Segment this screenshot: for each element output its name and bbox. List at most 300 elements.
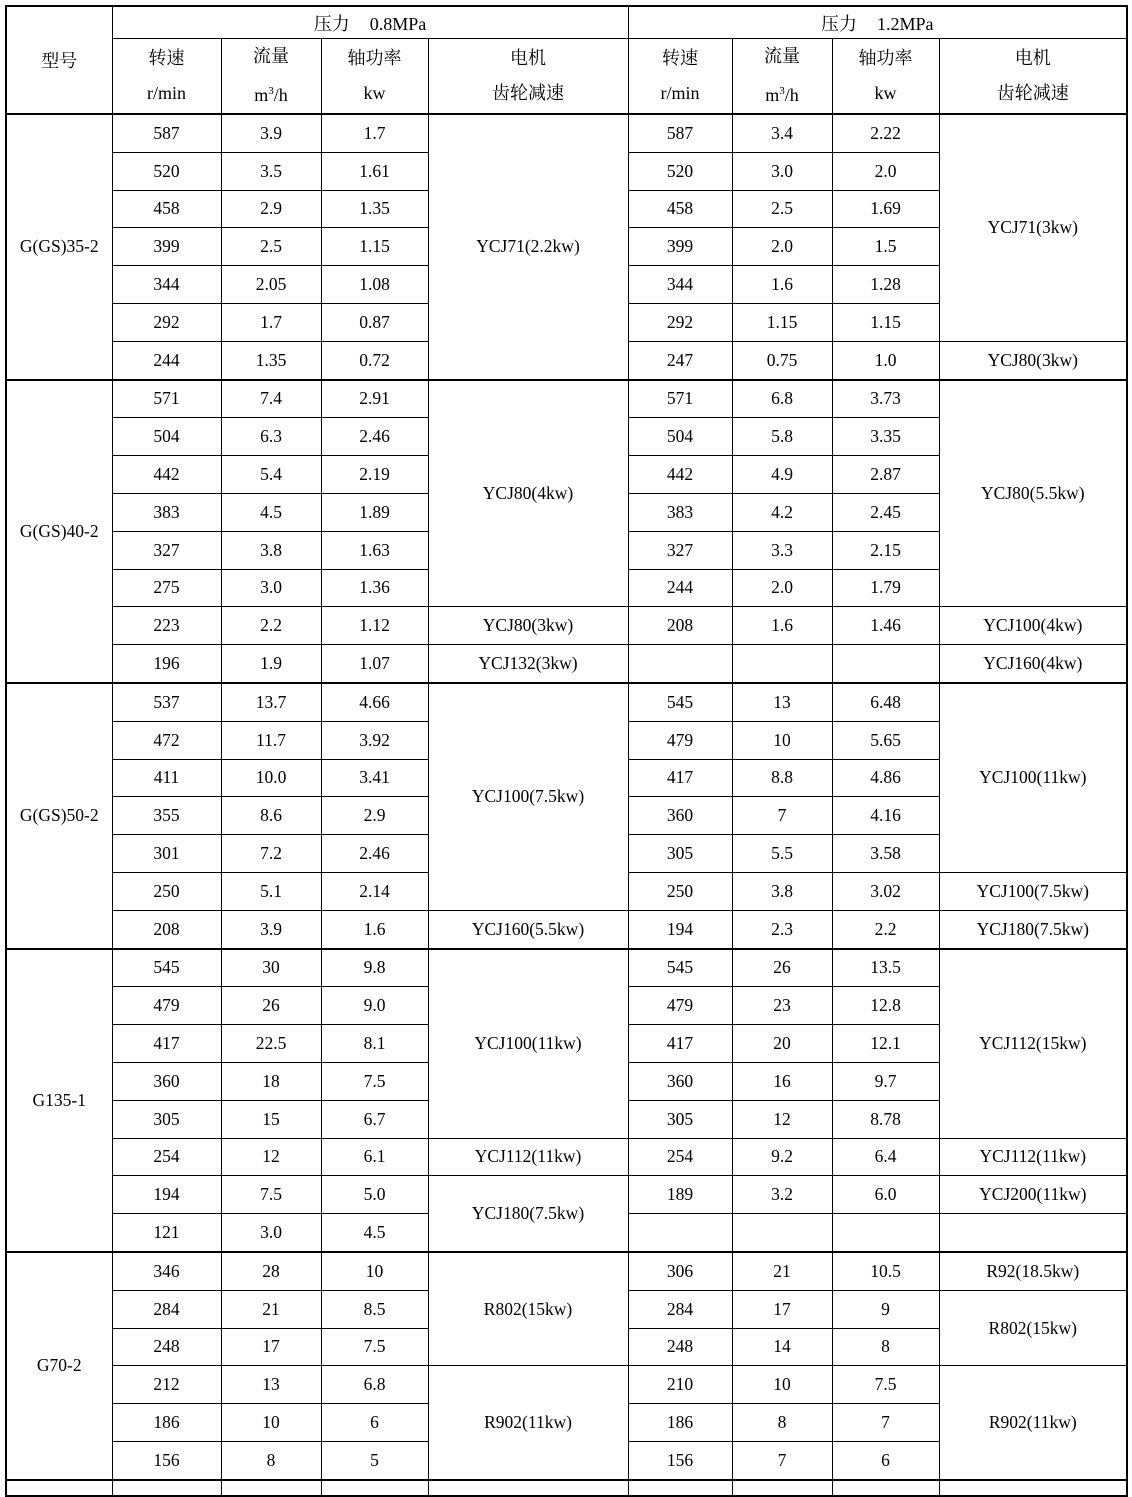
left-power-cell: 6.1 [321,1138,428,1176]
right-power-cell: 7.5 [832,1366,939,1404]
left-speed-cell: 383 [112,493,221,531]
right-power-cell: 1.0 [832,341,939,379]
right-speed-cell: 186 [628,1404,732,1442]
right-flow-cell: 8 [732,1404,832,1442]
right-flow-cell: 23 [732,987,832,1025]
left-flow-cell: 30 [221,949,321,987]
left-flow-cell: 4.5 [221,493,321,531]
right-motor-cell: R92(18.5kw) [939,1252,1127,1290]
left-speed-cell: 305 [112,1100,221,1138]
left-motor-cell: YCJ132(3kw) [428,645,628,683]
left-flow-cell: 2.2 [221,607,321,645]
left-speed-cell: 156 [112,1441,221,1479]
right-flow-cell: 26 [732,949,832,987]
right-flow-cell [732,1214,832,1252]
cutoff-cell [221,1480,321,1496]
right-flow-cell: 16 [732,1062,832,1100]
left-power-cell: 5 [321,1441,428,1479]
right-power-cell: 6.0 [832,1176,939,1214]
right-power-cell: 3.58 [832,835,939,873]
model-cell: G(GS)50-2 [6,683,112,949]
right-motor-cell: YCJ160(4kw) [939,645,1127,683]
right-power-cell: 1.69 [832,190,939,228]
left-flow-cell: 12 [221,1138,321,1176]
table-body [6,114,1127,1496]
right-speed-cell: 292 [628,303,732,341]
right-power-cell: 1.28 [832,266,939,304]
pressure-label: 压力 [821,13,858,34]
right-power-cell: 2.87 [832,456,939,494]
left-power-cell: 1.63 [321,531,428,569]
right-speed-cell: 244 [628,569,732,607]
right-motor-cell: YCJ112(11kw) [939,1138,1127,1176]
right-speed-cell: 479 [628,721,732,759]
left-power-cell: 6 [321,1404,428,1442]
right-power-cell: 12.8 [832,987,939,1025]
right-speed-cell: 442 [628,456,732,494]
pressure-label: 压力 [313,13,350,34]
pressure-header-row [6,6,1127,39]
left-motor-cell: YCJ160(5.5kw) [428,910,628,948]
left-power-cell: 0.87 [321,303,428,341]
right-flow-cell: 2.3 [732,910,832,948]
left-speed-cell: 327 [112,531,221,569]
left-speed-cell: 121 [112,1214,221,1252]
right-speed-cell: 399 [628,228,732,266]
left-speed-cell: 248 [112,1328,221,1366]
right-speed-cell: 587 [628,114,732,152]
left-flow-cell: 7.2 [221,835,321,873]
right-flow-cell: 20 [732,1025,832,1063]
left-power-cell: 1.7 [321,114,428,152]
left-speed-cell: 208 [112,910,221,948]
left-power-cell: 1.15 [321,228,428,266]
flow-unit-rest: /h [784,85,799,105]
right-power-cell: 4.86 [832,759,939,797]
right-motor-cell: YCJ200(11kw) [939,1176,1127,1214]
left-flow-cell: 7.5 [221,1176,321,1214]
cutoff-cell [732,1480,832,1496]
right-speed-cell: 360 [628,797,732,835]
spec-row [6,1366,1127,1404]
right-speed-cell: 306 [628,1252,732,1290]
left-speed-cell: 399 [112,228,221,266]
left-flow-cell: 3.8 [221,531,321,569]
left-power-cell: 9.0 [321,987,428,1025]
left-flow-cell: 8.6 [221,797,321,835]
right-flow-cell: 2.0 [732,569,832,607]
right-power-cell: 13.5 [832,949,939,987]
flow-unit-sup: 3 [268,85,274,97]
right-power-cell: 2.15 [832,531,939,569]
cutoff-cell [112,1480,221,1496]
column-header-row [6,39,1127,115]
right-flow-cell: 12 [732,1100,832,1138]
left-power-cell: 9.8 [321,949,428,987]
flow-unit-rest: /h [273,85,288,105]
left-motor-cell: YCJ180(7.5kw) [428,1176,628,1252]
right-motor-cell: YCJ100(4kw) [939,607,1127,645]
flow-name: 流量 [764,46,801,66]
right-speed-cell: 189 [628,1176,732,1214]
right-flow-cell: 1.15 [732,303,832,341]
left-speed-cell: 223 [112,607,221,645]
right-speed-cell: 254 [628,1138,732,1176]
right-flow-cell: 3.0 [732,152,832,190]
pressure-group-08mpa-header [112,6,628,39]
left-speed-cell: 254 [112,1138,221,1176]
cutoff-cell [628,1480,732,1496]
left-power-cell: 6.7 [321,1100,428,1138]
right-flow-cell: 10 [732,1366,832,1404]
model-cell: G(GS)35-2 [6,114,112,380]
left-power-cell: 2.9 [321,797,428,835]
cutoff-row [6,1480,1127,1496]
right-motor-cell: YCJ100(7.5kw) [939,872,1127,910]
left-speed-cell: 504 [112,418,221,456]
right-speed-cell: 284 [628,1290,732,1328]
left-flow-cell: 3.5 [221,152,321,190]
right-motor-cell [939,1214,1127,1252]
left-speed-cell: 458 [112,190,221,228]
left-flow-cell: 2.9 [221,190,321,228]
cutoff-cell [939,1480,1127,1496]
power-name: 轴功率 [858,48,913,68]
right-power-cell: 2.45 [832,493,939,531]
left-power-cell: 2.46 [321,835,428,873]
left-motor-cell: R902(11kw) [428,1366,628,1480]
right-power-cell: 2.2 [832,910,939,948]
left-power-cell: 1.6 [321,910,428,948]
right-flow-cell: 8.8 [732,759,832,797]
right-flow-cell: 5.5 [732,835,832,873]
right-flow-cell: 21 [732,1252,832,1290]
flow-unit-sup: 3 [779,85,785,97]
cutoff-cell [6,1480,112,1496]
left-flow-cell: 7.4 [221,380,321,418]
right-speed-cell: 417 [628,1025,732,1063]
left-flow-cell: 3.0 [221,569,321,607]
left-flow-cell: 18 [221,1062,321,1100]
right-speed-cell: 305 [628,1100,732,1138]
left-power-cell: 7.5 [321,1062,428,1100]
right-power-cell: 7 [832,1404,939,1442]
right-flow-cell: 1.6 [732,607,832,645]
right-motor-cell: YCJ112(15kw) [939,949,1127,1138]
right-power-cell: 9.7 [832,1062,939,1100]
speed-unit: r/min [147,83,186,103]
right-flow-cell: 17 [732,1290,832,1328]
right-flow-cell: 7 [732,1441,832,1479]
motor-name: 电机 [1014,48,1051,68]
left-speed-cell: 194 [112,1176,221,1214]
right-power-cell: 5.65 [832,721,939,759]
left-power-cell: 2.14 [321,872,428,910]
right-power-cell: 2.22 [832,114,939,152]
spec-row [6,949,1127,987]
left-power-cell: 1.36 [321,569,428,607]
left-power-cell: 2.19 [321,456,428,494]
left-speed-cell: 344 [112,266,221,304]
spec-row [6,645,1127,683]
left-speed-cell: 479 [112,987,221,1025]
right-motor-cell: YCJ80(5.5kw) [939,380,1127,607]
left-flow-cell: 1.35 [221,341,321,379]
right-motor-cell: YCJ180(7.5kw) [939,910,1127,948]
speed-name: 转速 [662,48,699,68]
right-power-cell: 4.16 [832,797,939,835]
left-speed-cell: 587 [112,114,221,152]
right-motor-cell: YCJ80(3kw) [939,341,1127,379]
flow-unit [733,74,832,113]
speed-name: 转速 [148,48,185,68]
left-power-cell: 4.66 [321,683,428,721]
flow-unit-base: m [254,85,269,105]
right-power-cell: 1.15 [832,303,939,341]
spec-row [6,1176,1127,1214]
right-power-cell: 3.73 [832,380,939,418]
motor-sub: 齿轮减速 [996,83,1069,103]
left-speed-cell: 417 [112,1025,221,1063]
left-power-cell: 2.91 [321,380,428,418]
right-motor-cell: R902(11kw) [939,1366,1127,1480]
right-flow-cell: 14 [732,1328,832,1366]
left-power-cell: 5.0 [321,1176,428,1214]
left-power-cell: 8.5 [321,1290,428,1328]
right-speed-cell: 479 [628,987,732,1025]
left-power-cell: 1.35 [321,190,428,228]
model-column-header: 型号 [6,6,112,114]
pump-spec-table [5,5,1128,1497]
flow-name: 流量 [253,46,289,66]
spec-row [6,380,1127,418]
flow-column-header-right [732,39,832,115]
right-speed-cell: 248 [628,1328,732,1366]
right-power-cell: 3.02 [832,872,939,910]
cutoff-cell [832,1480,939,1496]
left-speed-cell: 292 [112,303,221,341]
speed-column-header-right [628,39,732,115]
right-flow-cell: 6.8 [732,380,832,418]
left-flow-cell: 2.05 [221,266,321,304]
right-motor-cell: R802(15kw) [939,1290,1127,1366]
spec-row [6,683,1127,721]
right-speed-cell: 360 [628,1062,732,1100]
left-speed-cell: 284 [112,1290,221,1328]
right-speed-cell: 458 [628,190,732,228]
left-flow-cell: 28 [221,1252,321,1290]
right-flow-cell: 3.2 [732,1176,832,1214]
pressure-value: 0.8MPa [369,13,427,34]
left-speed-cell: 212 [112,1366,221,1404]
right-motor-cell: YCJ71(3kw) [939,114,1127,341]
right-power-cell: 12.1 [832,1025,939,1063]
left-flow-cell: 15 [221,1100,321,1138]
right-power-cell [832,1214,939,1252]
right-power-cell: 6 [832,1441,939,1479]
left-speed-cell: 196 [112,645,221,683]
right-power-cell: 9 [832,1290,939,1328]
right-flow-cell: 3.3 [732,531,832,569]
left-flow-cell: 10 [221,1404,321,1442]
left-speed-cell: 186 [112,1404,221,1442]
right-power-cell: 2.0 [832,152,939,190]
left-motor-cell: YCJ100(11kw) [428,949,628,1138]
right-power-cell: 1.5 [832,228,939,266]
right-speed-cell: 383 [628,493,732,531]
pressure-value: 1.2MPa [877,13,934,34]
right-speed-cell: 504 [628,418,732,456]
right-flow-cell: 2.5 [732,190,832,228]
model-cell: G70-2 [6,1252,112,1480]
right-power-cell: 6.4 [832,1138,939,1176]
left-flow-cell: 1.7 [221,303,321,341]
right-speed-cell: 208 [628,607,732,645]
left-flow-cell: 22.5 [221,1025,321,1063]
right-speed-cell [628,1214,732,1252]
right-speed-cell: 156 [628,1441,732,1479]
left-power-cell: 1.07 [321,645,428,683]
speed-unit: r/min [660,83,700,103]
right-speed-cell: 344 [628,266,732,304]
pressure-group-12mpa-header [628,6,1127,39]
left-power-cell: 4.5 [321,1214,428,1252]
left-speed-cell: 520 [112,152,221,190]
right-flow-cell: 2.0 [732,228,832,266]
right-speed-cell: 417 [628,759,732,797]
left-flow-cell: 3.9 [221,114,321,152]
power-column-header-right [832,39,939,115]
motor-name: 电机 [510,48,546,68]
cutoff-cell [321,1480,428,1496]
power-unit: kw [363,83,386,103]
left-power-cell: 7.5 [321,1328,428,1366]
right-flow-cell: 4.9 [732,456,832,494]
left-motor-cell: YCJ80(4kw) [428,380,628,607]
right-speed-cell: 545 [628,683,732,721]
right-flow-cell: 5.8 [732,418,832,456]
left-flow-cell: 5.4 [221,456,321,494]
left-speed-cell: 244 [112,341,221,379]
left-flow-cell: 1.9 [221,645,321,683]
spec-row [6,1138,1127,1176]
right-power-cell: 8 [832,1328,939,1366]
left-power-cell: 8.1 [321,1025,428,1063]
model-cell: G(GS)40-2 [6,380,112,683]
motor-column-header-right [939,39,1127,115]
right-flow-cell: 4.2 [732,493,832,531]
right-speed-cell [628,645,732,683]
motor-column-header-left [428,39,628,115]
left-power-cell: 10 [321,1252,428,1290]
left-power-cell: 1.08 [321,266,428,304]
right-power-cell: 1.79 [832,569,939,607]
right-power-cell: 1.46 [832,607,939,645]
right-speed-cell: 305 [628,835,732,873]
left-speed-cell: 442 [112,456,221,494]
right-flow-cell: 1.6 [732,266,832,304]
left-speed-cell: 346 [112,1252,221,1290]
left-speed-cell: 360 [112,1062,221,1100]
flow-unit-base: m [765,85,780,105]
cutoff-cell [428,1480,628,1496]
model-cell: G135-1 [6,949,112,1252]
right-power-cell: 10.5 [832,1252,939,1290]
left-power-cell: 3.41 [321,759,428,797]
left-power-cell: 2.46 [321,418,428,456]
speed-column-header-left [112,39,221,115]
left-motor-cell: R802(15kw) [428,1252,628,1366]
flow-unit [222,74,321,113]
left-flow-cell: 13.7 [221,683,321,721]
right-flow-cell: 13 [732,683,832,721]
left-flow-cell: 6.3 [221,418,321,456]
left-speed-cell: 411 [112,759,221,797]
right-speed-cell: 545 [628,949,732,987]
right-speed-cell: 250 [628,872,732,910]
left-power-cell: 3.92 [321,721,428,759]
left-speed-cell: 250 [112,872,221,910]
left-flow-cell: 13 [221,1366,321,1404]
power-unit: kw [874,83,897,103]
left-motor-cell: YCJ112(11kw) [428,1138,628,1176]
power-column-header-left [321,39,428,115]
right-speed-cell: 571 [628,380,732,418]
right-speed-cell: 247 [628,341,732,379]
left-flow-cell: 21 [221,1290,321,1328]
right-flow-cell: 0.75 [732,341,832,379]
right-flow-cell: 3.4 [732,114,832,152]
right-flow-cell: 3.8 [732,872,832,910]
left-power-cell: 1.89 [321,493,428,531]
right-flow-cell [732,645,832,683]
left-flow-cell: 5.1 [221,872,321,910]
right-speed-cell: 520 [628,152,732,190]
left-speed-cell: 545 [112,949,221,987]
spec-row [6,607,1127,645]
right-speed-cell: 327 [628,531,732,569]
right-flow-cell: 10 [732,721,832,759]
left-speed-cell: 472 [112,721,221,759]
left-motor-cell: YCJ71(2.2kw) [428,114,628,380]
left-speed-cell: 355 [112,797,221,835]
flow-column-header-left [221,39,321,115]
power-name: 轴功率 [347,48,402,68]
right-flow-cell: 7 [732,797,832,835]
left-flow-cell: 3.9 [221,910,321,948]
left-speed-cell: 537 [112,683,221,721]
right-power-cell [832,645,939,683]
left-power-cell: 1.12 [321,607,428,645]
left-speed-cell: 301 [112,835,221,873]
left-flow-cell: 3.0 [221,1214,321,1252]
left-motor-cell: YCJ80(3kw) [428,607,628,645]
left-flow-cell: 2.5 [221,228,321,266]
right-speed-cell: 194 [628,910,732,948]
spec-row [6,910,1127,948]
left-flow-cell: 11.7 [221,721,321,759]
left-flow-cell: 8 [221,1441,321,1479]
left-speed-cell: 275 [112,569,221,607]
left-flow-cell: 26 [221,987,321,1025]
right-flow-cell: 9.2 [732,1138,832,1176]
right-power-cell: 6.48 [832,683,939,721]
right-motor-cell: YCJ100(11kw) [939,683,1127,872]
left-flow-cell: 10.0 [221,759,321,797]
right-power-cell: 8.78 [832,1100,939,1138]
left-power-cell: 1.61 [321,152,428,190]
left-flow-cell: 17 [221,1328,321,1366]
